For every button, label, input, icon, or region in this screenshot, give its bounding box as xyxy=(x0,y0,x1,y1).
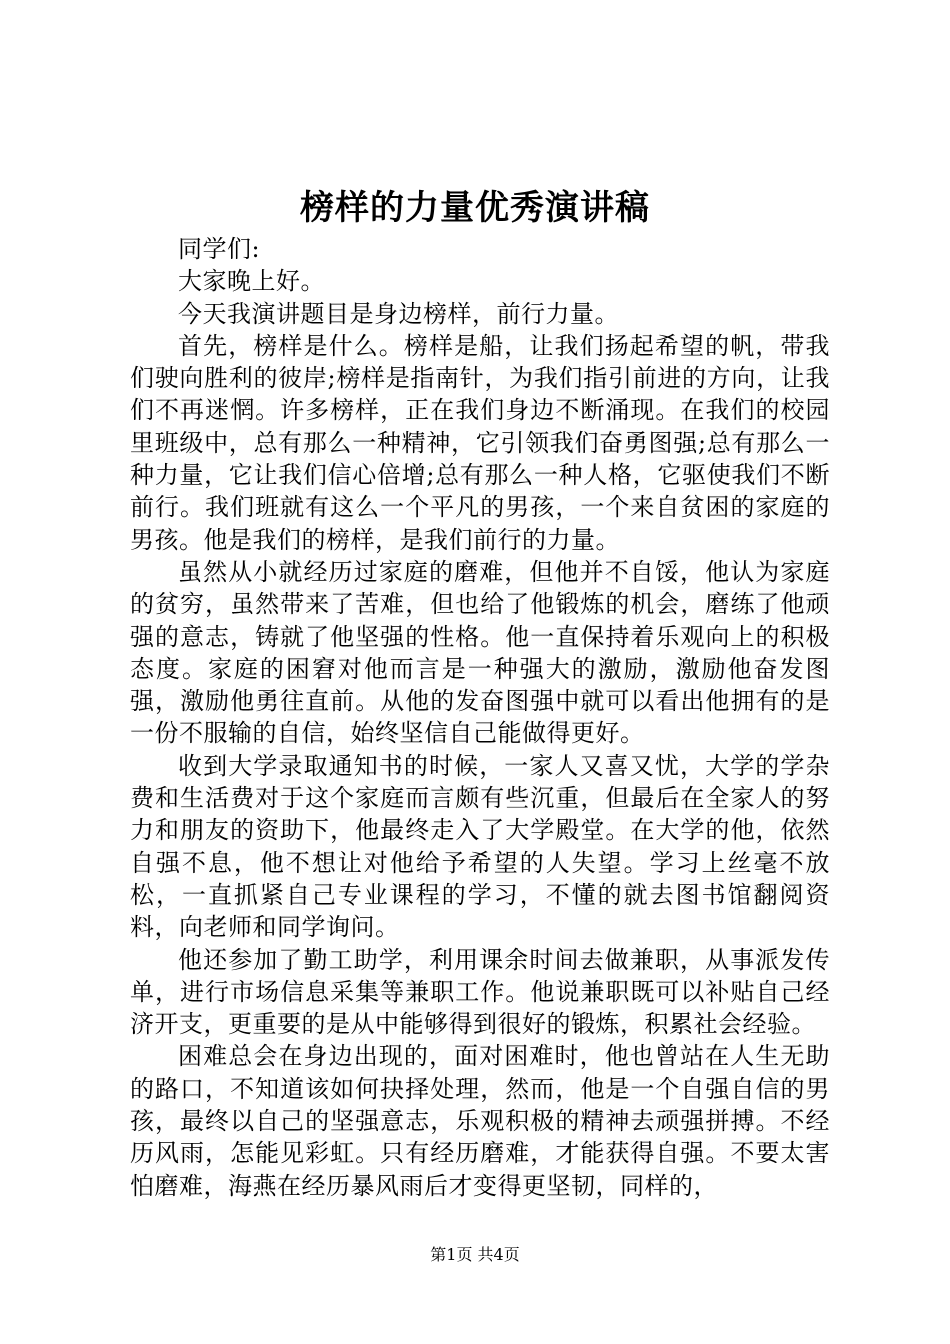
document-body xyxy=(130,233,830,1202)
paragraph-greeting: 同学们: xyxy=(178,235,261,263)
paragraph-topic: 今天我演讲题目是身边榜样，前行力量。 xyxy=(178,299,619,328)
paragraph: 困难总会在身边出现的，面对困难时，他也曾站在人生无助的路口，不知道该如何抉择处理，然而，他是一个自强自信的男孩，最终以自己的坚强意志，乐观积极的精神去顽强拼搏。不经历风雨，怎能见彩虹。只有经历磨难，才能获得自强。不要太害怕磨难，海燕在经历暴风雨后才变得更坚韧，同样的， xyxy=(130,1042,830,1200)
document-title: 榜样的力量优秀演讲稿 xyxy=(300,188,650,228)
paragraph: 首先，榜样是什么。榜样是船，让我们扬起希望的帆，带我们驶向胜利的彼岸;榜样是指南针，为我们指引前进的方向，让我们不再迷惘。许多榜样，正在我们身边不断涌现。在我们的校园里班级中，总有那么一种精神，它引领我们奋勇图强;总有那么一种力量，它让我们信心倍增;总有那么一种人格，它驱使我们不断前行。我们班就有这么一个平凡的男孩，一个来自贫困的家庭的男孩。他是我们的榜样，是我们前行的力量。 xyxy=(130,331,830,554)
paragraph: 收到大学录取通知书的时候，一家人又喜又忧，大学的学杂费和生活费对于这个家庭而言颇有些沉重，但最后在全家人的努力和朋友的资助下，他最终走入了大学殿堂。在大学的他，依然自强不息，他不想让对他给予希望的人失望。学习上丝毫不放松，一直抓紧自己专业课程的学习，不懂的就去图书馆翻阅资料，向老师和同学询问。 xyxy=(130,751,830,942)
paragraph: 他还参加了勤工助学，利用课余时间去做兼职，从事派发传单，进行市场信息采集等兼职工作。他说兼职既可以补贴自己经济开支，更重要的是从中能够得到很好的锻炼，积累社会经验。 xyxy=(130,945,830,1039)
paragraph-salutation: 大家晚上好。 xyxy=(178,267,325,296)
page-number-footer: 第1页 共4页 xyxy=(430,1245,520,1264)
paragraph: 虽然从小就经历过家庭的磨难，但他并不自馁，他认为家庭的贫穷，虽然带来了苦难，但也给了他锻炼的机会，磨练了他顽强的意志，铸就了他坚强的性格。他一直保持着乐观向上的积极态度。家庭的困窘对他而言是一种强大的激励，激励他奋发图强，激励他勇往直前。从他的发奋图强中就可以看出他拥有的是一份不服输的自信，始终坚信自己能做得更好。 xyxy=(130,557,830,748)
